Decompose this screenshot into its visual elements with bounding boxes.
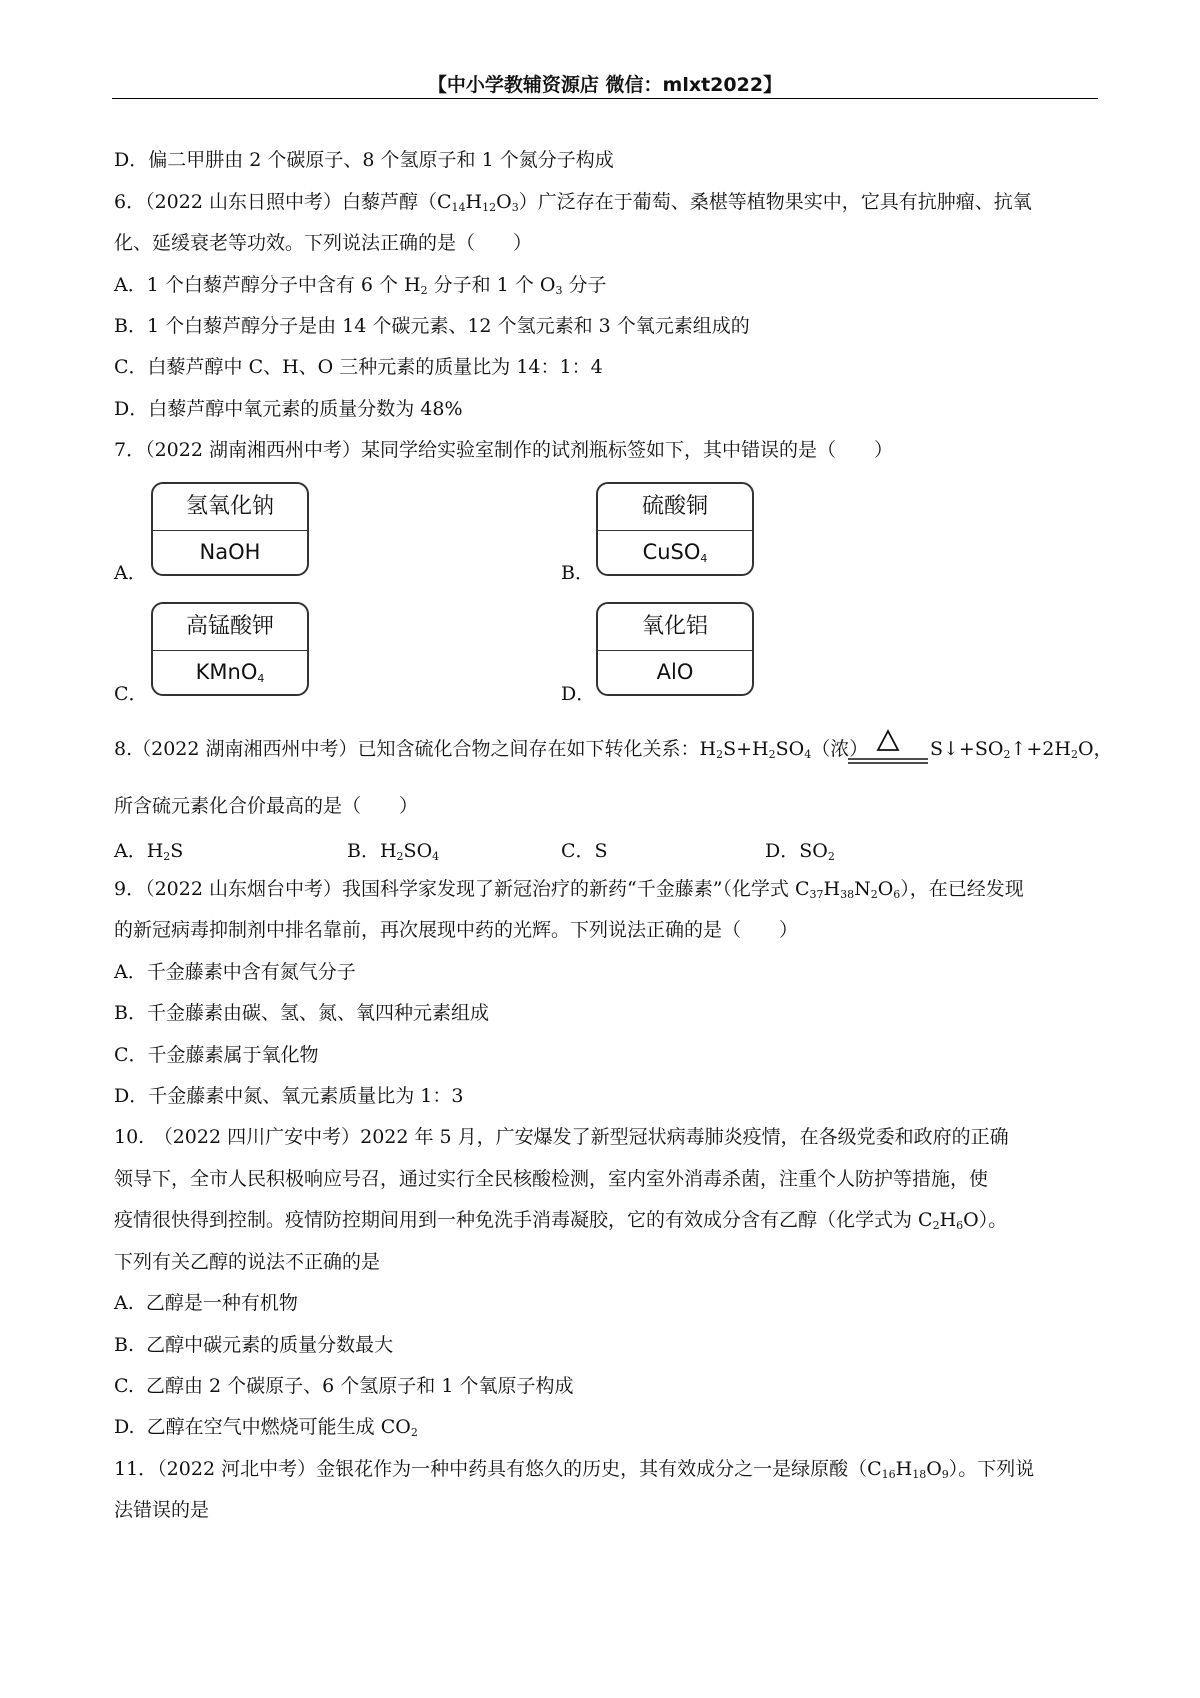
reagent-name: 氧化铝 — [598, 604, 752, 651]
reagent-formula: KMnO$_4$ — [195, 660, 265, 685]
q10-stem-line2: 领导下，全市人民积极响应号召，通过实行全民核酸检测，室内室外消毒杀菌，注重个人防护等措施，使 — [114, 1168, 989, 1190]
q9-option-a: A．千金藤素中含有氮气分子 — [114, 961, 356, 983]
q10-option-c: C. 乙醇由 2 个碳原子、6 个氢原子和 1 个氧原子构成 — [114, 1375, 574, 1397]
q6-stem-line2: 化、延缓衰老等功效。下列说法正确的是（ ） — [114, 232, 533, 254]
q8-option-c: C．S — [561, 840, 608, 862]
q8-option-a: A．$H_2S$ — [114, 840, 184, 863]
reagent-formula: CuSO$_4$ — [642, 540, 708, 565]
q10-option-d: D. 乙醇在空气中燃烧可能生成 $CO_2$ — [114, 1416, 418, 1439]
q6-option-b: B．1 个白藜芦醇分子是由 14 个碳元素、12 个氢元素和 3 个氧元素组成的 — [114, 315, 750, 337]
reagent-label-a — [151, 482, 309, 576]
q9-stem-line2: 的新冠病毒抑制剂中排名靠前，再次展现中药的光辉。下列说法正确的是（ ） — [114, 919, 799, 941]
q8-option-d: D．$SO_2$ — [765, 840, 835, 863]
q6-option-a: A．1 个白藜芦醇分子中含有 6 个 $H_2$ 分子和 1 个 $O_3$ 分子 — [114, 274, 607, 297]
q8-stem-line1-left: 8.（2022 湖南湘西州中考）已知含硫化合物之间存在如下转化关系：$H_2S+H_2SO_4$（浓） — [114, 738, 869, 761]
q9-option-b: B．千金藤素由碳、氢、氮、氧四种元素组成 — [114, 1002, 489, 1024]
heating-condition-symbol — [846, 728, 930, 772]
q10-stem-line3: 疫情很快得到控制。疫情防控期间用到一种免洗手消毒凝胶，它的有效成分含有乙醇（化学式为 $C_2H_6O$）。 — [114, 1209, 1008, 1232]
reagent-name: 高锰酸钾 — [153, 604, 307, 651]
q8-option-b: B．$H_2SO_4$ — [347, 840, 440, 863]
reagent-label-b — [596, 482, 754, 576]
q9-stem-line1: 9．（2022 山东烟台中考）我国科学家发现了新冠治疗的新药“千金藤素”（化学式 $C_{37}H_{38}N_2O_6$），在已经发现 — [114, 878, 1024, 901]
reagent-name: 硫酸铜 — [598, 484, 752, 531]
q9-option-c: C．千金藤素属于氧化物 — [114, 1044, 319, 1066]
reagent-label-d — [596, 602, 754, 696]
reagent-formula: NaOH — [199, 540, 261, 564]
q7-option-d-letter: D． — [561, 683, 596, 705]
q11-stem-line2: 法错误的是 — [114, 1499, 210, 1521]
q7-stem: 7．（2022 湖南湘西州中考）某同学给实验室制作的试剂瓶标签如下，其中错误的是（ ） — [114, 439, 893, 461]
reagent-name: 氢氧化钠 — [153, 484, 307, 531]
q10-option-a: A. 乙醇是一种有机物 — [114, 1292, 298, 1314]
q8-stem-line1-right: $S↓+SO_2↑+2H_2O$， — [930, 738, 1113, 761]
reagent-formula: AlO — [656, 660, 694, 684]
q9-option-d: D．千金藤素中氮、氧元素质量比为 1：3 — [114, 1085, 464, 1107]
q11-stem-line1: 11．（2022 河北中考）金银花作为一种中药具有悠久的历史，其有效成分之一是绿原酸$(C_{16}H_{18}O_9)$。下列说 — [114, 1458, 1035, 1481]
q7-option-c-letter: C． — [114, 683, 148, 705]
q10-option-b: B. 乙醇中碳元素的质量分数最大 — [114, 1334, 394, 1356]
q6-option-c: C．白藜芦醇中 C、H、O 三种元素的质量比为 14：1：4 — [114, 356, 603, 378]
header-divider — [112, 98, 1098, 99]
q6-option-d: D．白藜芦醇中氧元素的质量分数为 48% — [114, 398, 463, 420]
q5-option-d: D．偏二甲肼由 2 个碳原子、8 个氢原子和 1 个氮分子构成 — [114, 149, 614, 171]
q7-option-a-letter: A． — [114, 562, 147, 584]
q8-stem-line2: 所含硫元素化合价最高的是（ ） — [114, 795, 419, 817]
reagent-label-c — [151, 602, 309, 696]
q6-stem-line1: 6．（2022 山东日照中考）白藜芦醇$(C_{14}H_{12}O_3)$广泛存在于葡萄、桑椹等植物果实中，它具有抗肿瘤、抗氧 — [114, 191, 1032, 214]
page-header: 【中小学教辅资源店 微信：mlxt2022】 — [427, 74, 783, 96]
q10-stem-line4: 下列有关乙醇的说法不正确的是 — [114, 1251, 381, 1273]
q10-stem-line1: 10. （2022 四川广安中考）2022 年 5 月，广安爆发了新型冠状病毒肺炎疫情，在各级党委和政府的正确 — [114, 1126, 1009, 1148]
q7-option-b-letter: B． — [561, 562, 594, 584]
